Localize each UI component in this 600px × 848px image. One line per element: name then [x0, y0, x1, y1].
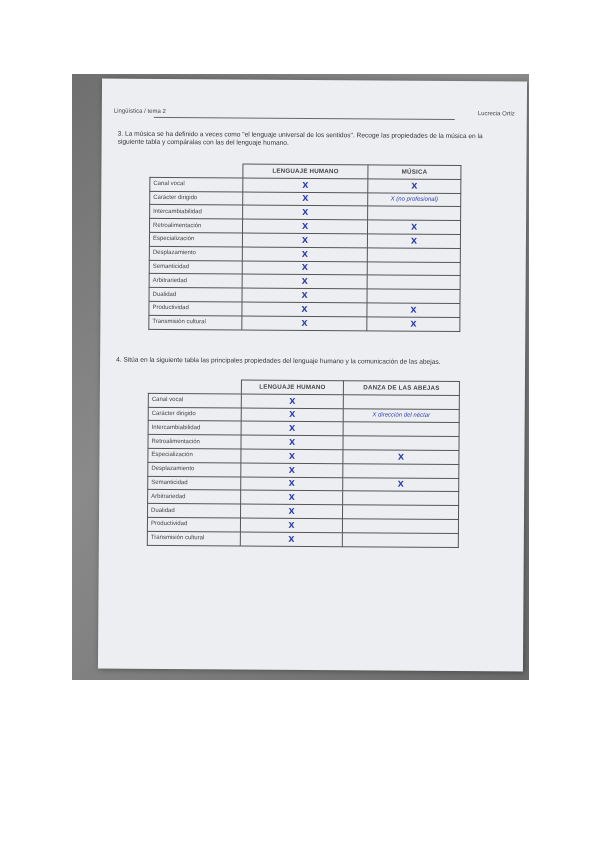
property-label: Productividad: [147, 517, 240, 531]
comparison-mark: X: [368, 220, 461, 234]
comparison-mark: [367, 261, 460, 275]
property-label: Desplazamiento: [149, 246, 242, 260]
property-label: Intercambiabilidad: [150, 205, 243, 219]
human-language-mark: X: [240, 518, 342, 533]
property-label: Dualidad: [148, 504, 241, 518]
property-label: Carácter dirigido: [150, 191, 243, 205]
comparison-mark: [367, 248, 460, 262]
comparison-mark: X: [343, 477, 459, 492]
human-language-mark: X: [241, 504, 343, 519]
human-language-mark: X: [241, 449, 343, 464]
comparison-mark: [342, 519, 458, 534]
page-header: [114, 109, 515, 124]
comparison-mark: X (no profesional): [368, 192, 461, 206]
comparison-mark: [343, 463, 459, 478]
property-label: Retroalimentación: [149, 219, 242, 233]
comparison-mark: [342, 532, 458, 547]
property-label: Transmisión cultural: [147, 531, 240, 545]
document-photo: [72, 74, 529, 680]
property-label: Transmisión cultural: [149, 315, 242, 329]
comparison-mark: [343, 422, 459, 437]
table-row: [149, 315, 460, 331]
question-3-text: 3. La música se ha definido a veces como "el lenguaje universal de los sentidos". Recoge las propiedades de la música en la siguiente tabla y compáralas con las del lenguaje humano.: [117, 130, 483, 147]
human-language-mark: X: [242, 316, 367, 331]
comparison-mark: X: [367, 317, 460, 331]
header-student-name: Lucrecia Ortiz: [477, 111, 515, 118]
human-language-mark: X: [242, 219, 367, 234]
comparison-mark: X: [368, 234, 461, 248]
property-label: Especialización: [149, 232, 242, 246]
comparison-mark: X dirección del néctar: [343, 408, 459, 423]
comparison-mark: X: [368, 179, 461, 193]
human-language-mark: X: [242, 288, 367, 303]
comparison-mark: [343, 491, 459, 506]
comparison-mark: [368, 206, 461, 220]
human-language-mark: X: [241, 463, 343, 478]
property-label: Canal vocal: [150, 177, 243, 191]
table-row: [147, 531, 458, 547]
question-4-text: 4. Sitúa en la siguiente tabla las principales propiedades del lenguaje humano y la comunicación de las abejas.: [116, 356, 441, 366]
property-label: Canal vocal: [148, 393, 241, 407]
human-language-mark: X: [243, 205, 368, 220]
property-label: Semanticidad: [149, 260, 242, 274]
property-label: Retroalimentación: [148, 435, 241, 449]
human-language-mark: X: [243, 178, 368, 193]
bees-comparison-table: [147, 379, 460, 548]
table-corner: [148, 379, 241, 393]
header-subject: Lingüística / tema 2: [113, 108, 166, 115]
human-language-mark: X: [242, 261, 367, 276]
property-label: Especialización: [148, 448, 241, 462]
property-label: Arbitrariedad: [149, 274, 242, 288]
property-label: Arbitrariedad: [148, 490, 241, 504]
comparison-mark: [367, 275, 460, 289]
property-label: Semanticidad: [148, 476, 241, 490]
comparison-mark: [343, 436, 459, 451]
comparison-mark: [343, 395, 459, 410]
property-label: Intercambiabilidad: [148, 421, 241, 435]
human-language-mark: X: [241, 477, 343, 492]
property-label: Carácter dirigido: [148, 407, 241, 421]
column-header: MÚSICA: [368, 165, 461, 179]
human-language-mark: X: [241, 408, 343, 423]
comparison-mark: X: [343, 450, 459, 465]
property-label: Dualidad: [149, 288, 242, 302]
column-header: LENGUAJE HUMANO: [241, 380, 343, 395]
human-language-mark: X: [241, 490, 343, 505]
comparison-mark: [343, 505, 459, 520]
human-language-mark: X: [242, 274, 367, 289]
comparison-mark: X: [367, 303, 460, 317]
table-corner: [150, 163, 243, 177]
human-language-mark: X: [241, 421, 343, 436]
music-comparison-table: [148, 163, 461, 332]
human-language-mark: X: [242, 247, 367, 262]
human-language-mark: X: [243, 192, 368, 207]
human-language-mark: X: [240, 532, 342, 547]
column-header: DANZA DE LAS ABEJAS: [343, 381, 459, 396]
comparison-mark: [367, 289, 460, 303]
human-language-mark: X: [241, 435, 343, 450]
property-label: Desplazamiento: [148, 462, 241, 476]
human-language-mark: X: [242, 233, 367, 248]
human-language-mark: X: [242, 302, 367, 317]
worksheet-page: [98, 79, 527, 672]
column-header: LENGUAJE HUMANO: [243, 164, 368, 179]
property-label: Productividad: [149, 301, 242, 315]
header-rule: [154, 117, 455, 120]
human-language-mark: X: [241, 394, 343, 409]
